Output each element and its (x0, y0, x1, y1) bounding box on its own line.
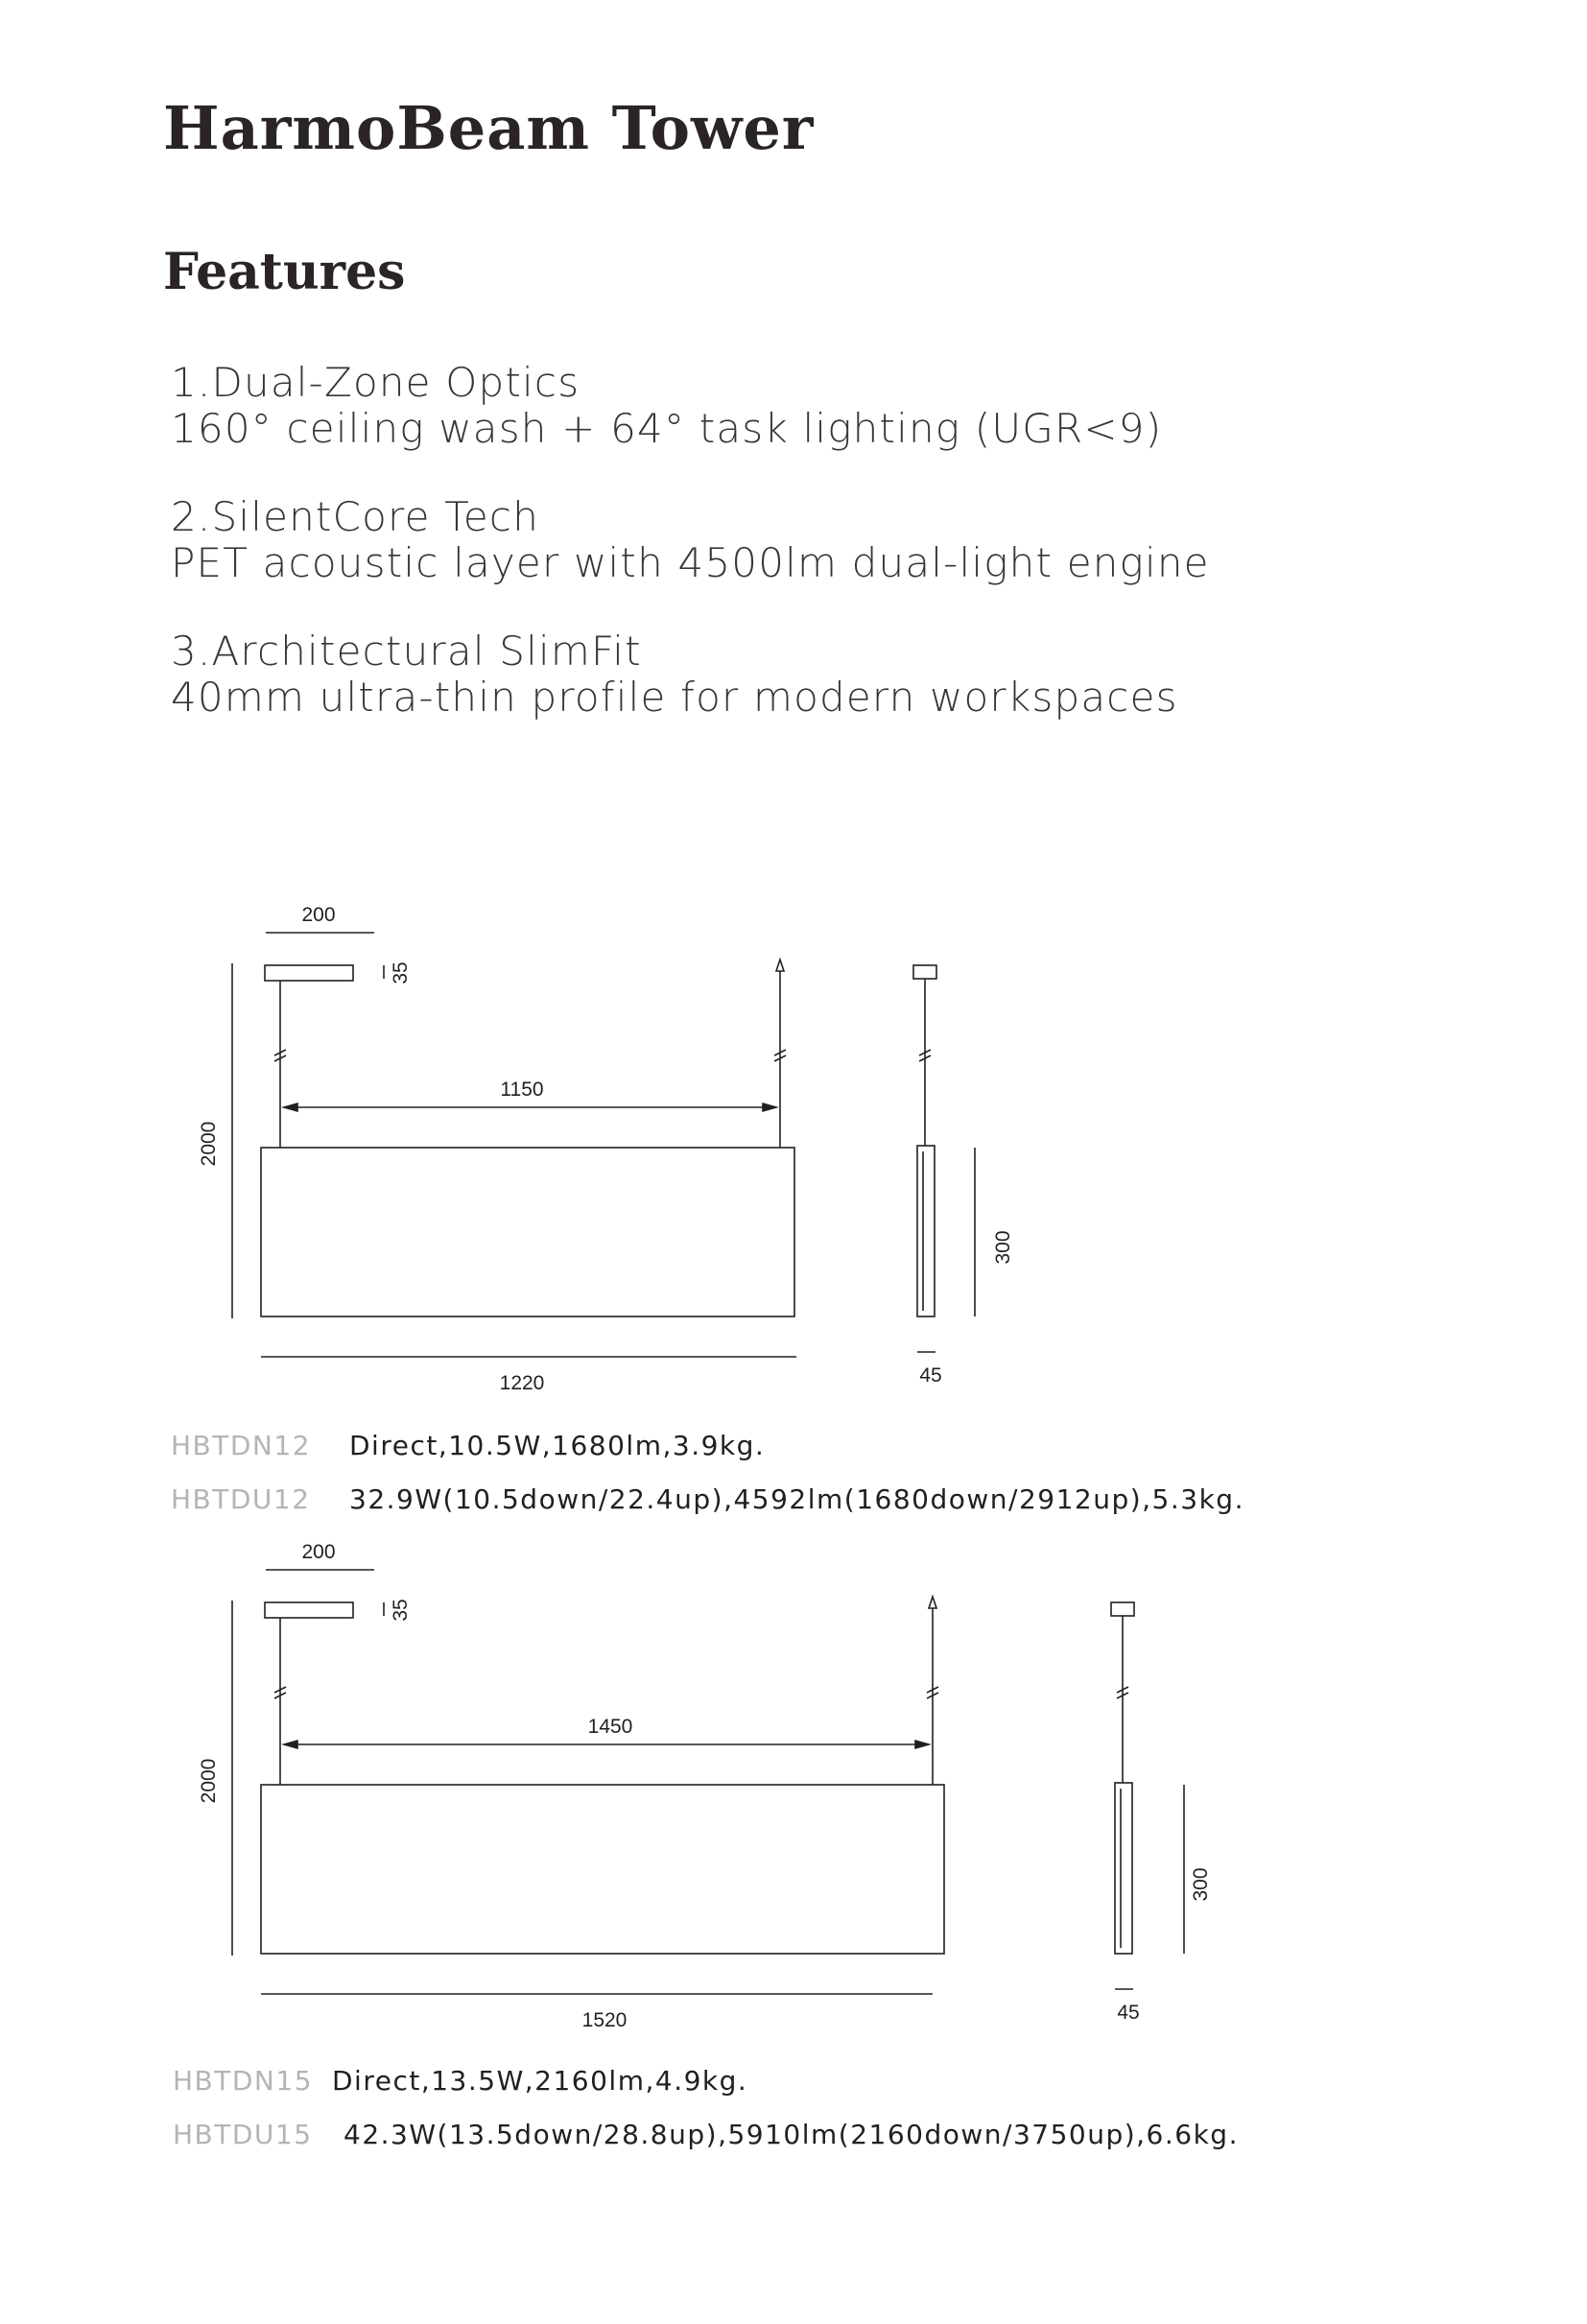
features-heading: Features (163, 243, 406, 301)
body-length-label: 1220 (499, 1372, 545, 1394)
side-view-body (1115, 1783, 1132, 1954)
body-height-label: 300 (992, 1230, 1014, 1265)
model-code: HBTDU12 (171, 1483, 311, 1515)
model-code: HBTDN15 (173, 2065, 314, 2097)
body-length-label: 1520 (581, 2009, 628, 2031)
feature-item (171, 360, 1418, 452)
feature-text: 40mm ultra-thin profile for modern workspaces (171, 674, 1178, 721)
feature-heading: 2.SilentCore Tech (171, 493, 540, 540)
total-height-label: 2000 (198, 1758, 220, 1804)
feature-item (171, 494, 1418, 586)
spec-row (171, 1430, 765, 1461)
ceiling-canopy (265, 965, 353, 981)
feature-text: PET acoustic layer with 4500lm dual-light engine (171, 539, 1210, 586)
body-height-label: 300 (1190, 1867, 1212, 1902)
canopy-width-label: 200 (301, 904, 336, 926)
cable-spacing-label: 1150 (500, 1079, 544, 1101)
feature-heading: 3.Architectural SlimFit (171, 628, 642, 675)
model-spec: 42.3W(13.5down/28.8up),5910lm(2160down/3750up),6.6kg. (343, 2119, 1239, 2150)
canopy-height-label: 35 (390, 961, 412, 984)
luminaire-body (261, 1785, 944, 1954)
total-height-label: 2000 (198, 1121, 220, 1167)
cable-spacing-label: 1450 (587, 1716, 633, 1738)
canopy-width-label: 200 (301, 1541, 336, 1563)
page-title: HarmoBeam Tower (163, 93, 815, 163)
body-depth-label: 45 (919, 1364, 942, 1387)
spec-row (173, 2119, 1239, 2150)
model-code: HBTDN12 (171, 1430, 312, 1461)
side-view-canopy (1111, 1602, 1134, 1616)
features-list (171, 360, 1418, 763)
ceiling-canopy (265, 1602, 353, 1618)
side-view-canopy (913, 965, 936, 979)
body-depth-label: 45 (1117, 2002, 1140, 2024)
cable-gripper (929, 1597, 936, 1608)
feature-heading: 1.Dual-Zone Optics (171, 359, 580, 406)
spec-row (173, 2065, 747, 2097)
model-spec: 32.9W(10.5down/22.4up),4592lm(1680down/2912up),5.3kg. (349, 1483, 1244, 1515)
model-spec: Direct,10.5W,1680lm,3.9kg. (349, 1430, 766, 1461)
cable-gripper (776, 960, 784, 971)
side-view-body (917, 1146, 935, 1316)
canopy-height-label: 35 (390, 1599, 412, 1622)
model-spec: Direct,13.5W,2160lm,4.9kg. (332, 2065, 748, 2097)
luminaire-body (261, 1148, 794, 1316)
technical-drawing-1200 (0, 883, 1587, 1420)
feature-item (171, 628, 1418, 721)
feature-text: 160° ceiling wash + 64° task lighting (UGR<9) (171, 405, 1163, 452)
spec-row (171, 1483, 1244, 1515)
model-code: HBTDU15 (173, 2119, 313, 2150)
technical-drawing-1500 (0, 1520, 1587, 2057)
